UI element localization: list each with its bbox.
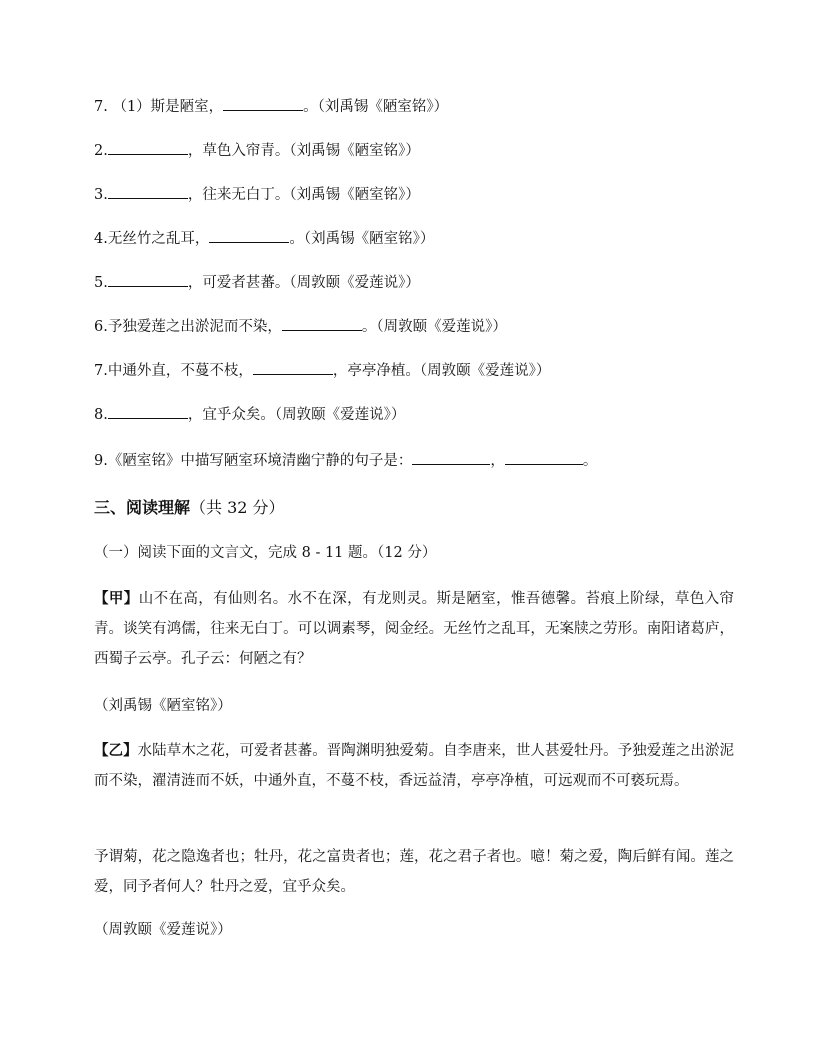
fill-blank[interactable] — [505, 450, 583, 465]
passage-jia-mark: 【甲】 — [94, 590, 139, 607]
fill-blank[interactable] — [253, 360, 333, 375]
passage-yi — [94, 736, 734, 796]
fill-blank[interactable] — [209, 228, 289, 243]
passage-jia-text: 山不在高，有仙则名。水不在深，有龙则灵。斯是陋室，惟吾德馨。苔痕上阶绿，草色入帘青。谈笑有鸿儒，往来无白丁。可以调素琴，阅金经。无丝竹之乱耳，无案牍之劳形。南阳诸葛庐，西蜀子云亭。孔子云：何陋之有？ — [94, 591, 735, 667]
section-heading — [94, 497, 285, 519]
question-4-prefix: 4.无丝竹之乱耳， — [94, 231, 210, 247]
question-item-1 — [94, 96, 448, 117]
fill-blank[interactable] — [412, 450, 490, 465]
subsection-instruction: （一）阅读下面的文言文，完成 8 - 11 题。（12 分） — [94, 545, 437, 561]
fill-blank[interactable] — [108, 404, 188, 419]
question-item-6 — [94, 316, 507, 337]
question-item-9 — [94, 450, 597, 471]
question-3-prefix: 3. — [94, 187, 108, 203]
question-9-suffix: 。 — [582, 453, 598, 469]
question-5-prefix: 5. — [94, 275, 108, 291]
question-3-suffix: ，往来无白丁。（刘禹锡《陋室铭》） — [187, 187, 420, 203]
section-score: （共 32 分） — [190, 498, 285, 517]
passage-yi-mark: 【乙】 — [94, 742, 138, 759]
question-7-suffix: ，亭亭净植。（周敦颐《爱莲说》） — [332, 363, 551, 379]
passage-yi-source: （周敦颐《爱莲说》） — [94, 922, 232, 938]
question-8-suffix: ，宜乎众矣。（周敦颐《爱莲说》） — [187, 407, 406, 423]
question-1-suffix: 。（刘禹锡《陋室铭》） — [303, 99, 449, 115]
section-title: 三、阅读理解 — [94, 498, 191, 517]
fill-blank[interactable] — [223, 96, 303, 111]
question-item-5 — [94, 272, 420, 293]
question-4-suffix: 。（刘禹锡《陋室铭》） — [289, 231, 435, 247]
fill-blank[interactable] — [108, 272, 188, 287]
passage-jia-source: （刘禹锡《陋室铭》） — [94, 698, 232, 714]
question-7-prefix: 7.中通外直，不蔓不枝， — [94, 363, 253, 379]
fill-blank[interactable] — [108, 184, 188, 199]
question-item-4 — [94, 228, 434, 249]
question-item-3 — [94, 184, 420, 205]
fill-blank[interactable] — [282, 316, 362, 331]
question-item-2 — [94, 140, 420, 161]
question-6-suffix: 。（周敦颐《爱莲说》） — [361, 319, 507, 335]
question-5-suffix: ，可爱者甚蕃。（周敦颐《爱莲说》） — [187, 275, 420, 291]
question-item-8 — [94, 404, 405, 425]
fill-blank[interactable] — [108, 140, 188, 155]
question-item-7 — [94, 360, 550, 381]
passage-yi-text: 水陆草木之花，可爱者甚蕃。晋陶渊明独爱菊。自李唐来，世人甚爱牡丹。予独爱莲之出淤泥而不染，濯清涟而不妖，中通外直，不蔓不枝，香远益清，亭亭净植，可远观而不可亵玩焉。 — [94, 743, 734, 789]
question-9-prefix: 9.《陋室铭》中描写陋室环境清幽宁静的句子是： — [94, 453, 413, 469]
passage-jia — [94, 584, 734, 674]
question-6-prefix: 6.予独爱莲之出淤泥而不染， — [94, 319, 282, 335]
question-2-prefix: 2. — [94, 143, 108, 159]
question-2-suffix: ，草色入帘青。（刘禹锡《陋室铭》） — [187, 143, 420, 159]
question-9-separator: ， — [490, 453, 505, 469]
question-1-prefix: 7. （1）斯是陋室， — [94, 99, 224, 115]
passage-yi-paragraph-2: 予谓菊，花之隐逸者也；牡丹，花之富贵者也；莲，花之君子者也。噫！菊之爱，陶后鲜有闻。莲之爱，同予者何人？牡丹之爱，宜乎众矣。 — [94, 849, 734, 895]
question-8-prefix: 8. — [94, 407, 108, 423]
